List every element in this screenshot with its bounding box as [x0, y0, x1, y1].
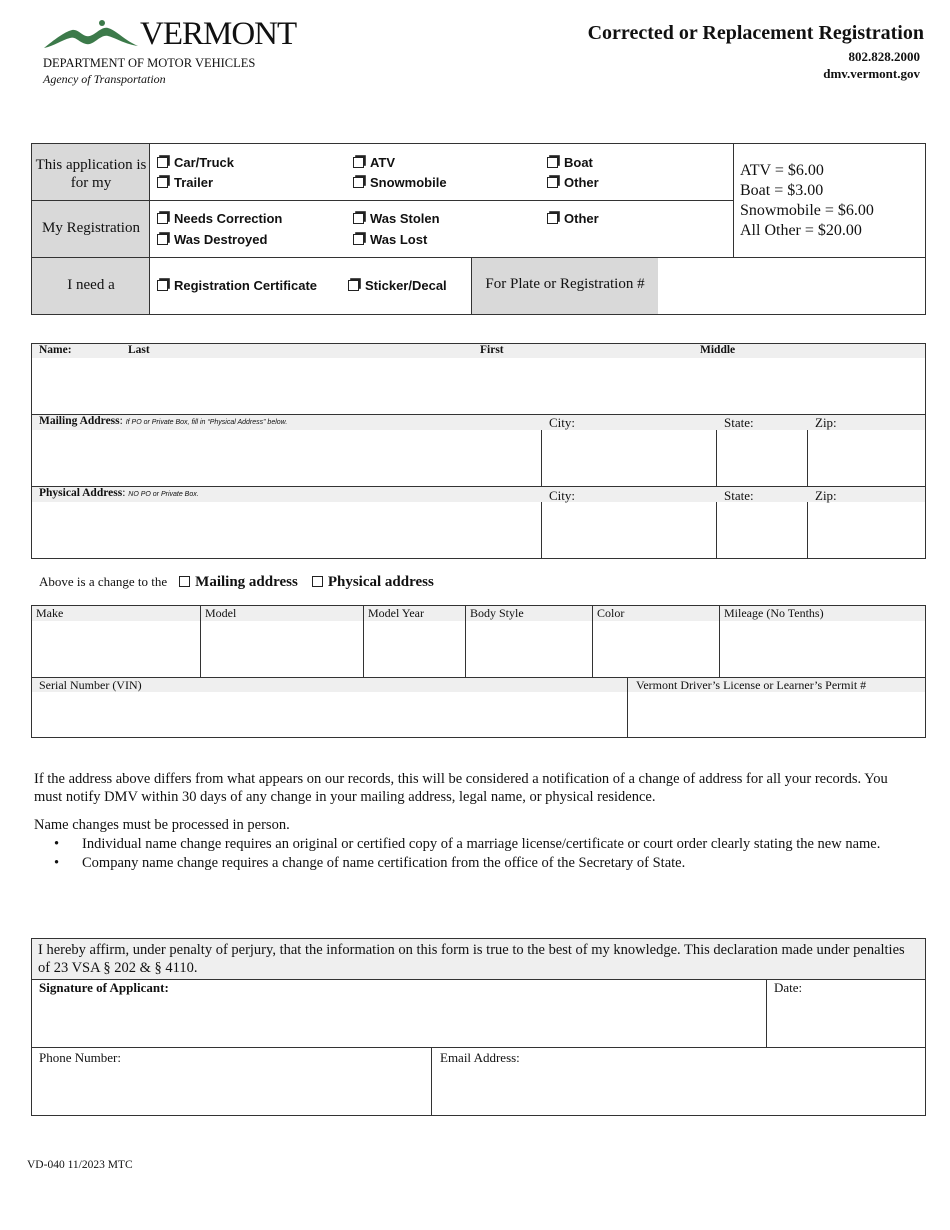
address-notice: If the address above differs from what appears on our records, this will be considered a notification of a change of address for all your records. You must notify DMV within 30 days of any change in your mailing address, legal name, or physical residence. [34, 771, 888, 805]
address-change-text: Above is a change to the [39, 574, 168, 589]
logo-wordmark: VERMONT [140, 16, 297, 52]
mailing-city-field[interactable] [542, 431, 715, 485]
name-field[interactable] [32, 359, 925, 413]
physical-zip-label: Zip: [815, 488, 837, 503]
registration-label: My Registration [42, 220, 140, 236]
option-needs-correction[interactable]: Needs Correction [157, 211, 282, 226]
option-registration-certificate[interactable]: Registration Certificate [157, 278, 317, 293]
mileage-field[interactable] [720, 622, 925, 676]
license-label: Vermont Driver’s License or Learner’s Permit # [636, 678, 867, 692]
agency-name: Agency of Transportation [43, 72, 166, 86]
department-name: DEPARTMENT OF MOTOR VEHICLES [43, 56, 256, 70]
mailing-address-note: If PO or Private Box, fill in “Physical Address” below. [125, 419, 288, 426]
email-field[interactable] [432, 1067, 925, 1115]
option-was-stolen[interactable]: Was Stolen [353, 211, 440, 226]
signature-label: Signature of Applicant: [39, 980, 169, 995]
physical-address-checkbox[interactable]: Physical address [312, 574, 434, 590]
mailing-address-checkbox[interactable]: Mailing address [179, 574, 298, 590]
model-year-field[interactable] [364, 622, 464, 676]
option-registration-other[interactable]: Other [547, 211, 599, 226]
option-was-destroyed[interactable]: Was Destroyed [157, 232, 267, 247]
mailing-address-label: Mailing Address: If PO or Private Box, fill in “Physical Address” below. [39, 415, 288, 427]
physical-address-label: Physical Address: NO PO or Private Box. [39, 487, 199, 499]
physical-city-label: City: [549, 488, 576, 503]
dmv-website: dmv.vermont.gov [823, 66, 920, 81]
phone-field[interactable] [32, 1067, 430, 1115]
plate-label: For Plate or Registration # [485, 276, 645, 292]
vin-label: Serial Number (VIN) [39, 678, 142, 692]
email-label: Email Address: [440, 1050, 520, 1065]
physical-state-label: State: [724, 488, 754, 503]
body-style-field[interactable] [466, 622, 591, 676]
dmv-phone: 802.828.2000 [848, 49, 920, 64]
address-change-row [39, 573, 434, 591]
date-field[interactable] [767, 997, 925, 1046]
fee-all-other: All Other = $20.00 [740, 222, 862, 239]
phone-label: Phone Number: [39, 1050, 121, 1065]
fee-list [740, 161, 874, 241]
application-for-label: This application is for my [35, 157, 147, 191]
need-label: I need a [67, 277, 115, 293]
make-field[interactable] [32, 622, 199, 676]
option-atv[interactable]: ATV [353, 155, 395, 170]
affirmation-text: I hereby affirm, under penalty of perjury, that the information on this form is true to the best of my knowledge. This declaration made under penalties of 23 VSA § 202 & § 4110. [38, 942, 905, 976]
physical-city-field[interactable] [542, 503, 715, 558]
bullet-list [34, 835, 904, 872]
mileage-label: Mileage (No Tenths) [724, 606, 824, 620]
license-field[interactable] [628, 693, 925, 737]
option-was-lost[interactable]: Was Lost [353, 232, 427, 247]
mailing-zip-field[interactable] [808, 431, 925, 485]
option-boat[interactable]: Boat [547, 155, 593, 170]
vermont-logo [42, 18, 312, 54]
last-name-label: Last [128, 344, 150, 356]
fee-boat: Boat = $3.00 [740, 182, 824, 199]
option-vehicle-other[interactable]: Other [547, 175, 599, 190]
physical-address-field[interactable] [32, 503, 540, 558]
name-header [32, 344, 925, 358]
fee-snowmobile: Snowmobile = $6.00 [740, 202, 874, 219]
physical-address-note: NO PO or Private Box. [128, 491, 199, 498]
option-snowmobile[interactable]: Snowmobile [353, 175, 447, 190]
list-item: • Individual name change requires an original or certified copy of a marriage license/certificate or court order clearly stating the new name. [54, 836, 881, 852]
fee-atv: ATV = $6.00 [740, 162, 824, 179]
list-item: • Company name change requires a change of name certification from the office of the Secretary of State. [54, 855, 686, 871]
name-label: Name: [39, 344, 72, 356]
model-year-label: Model Year [368, 606, 424, 620]
mailing-state-field[interactable] [717, 431, 806, 485]
form-id: VD-040 11/2023 MTC [27, 1159, 133, 1171]
mailing-zip-label: Zip: [815, 415, 837, 430]
mailing-city-label: City: [549, 415, 576, 430]
make-label: Make [36, 606, 64, 620]
body-style-label: Body Style [470, 606, 524, 620]
vin-field[interactable] [32, 693, 626, 737]
model-field[interactable] [201, 622, 362, 676]
form-title: Corrected or Replacement Registration [587, 22, 924, 44]
name-change-notice: Name changes must be processed in person. [34, 817, 290, 833]
physical-zip-field[interactable] [808, 503, 925, 558]
first-name-label: First [480, 344, 504, 356]
mountain-logo-icon [42, 18, 142, 52]
color-field[interactable] [593, 622, 718, 676]
option-trailer[interactable]: Trailer [157, 175, 213, 190]
signature-field[interactable] [32, 997, 765, 1046]
mailing-address-field[interactable] [32, 431, 540, 485]
option-sticker-decal[interactable]: Sticker/Decal [348, 278, 447, 293]
mailing-state-label: State: [724, 415, 754, 430]
model-label: Model [205, 606, 237, 620]
date-label: Date: [774, 980, 803, 995]
option-car-truck[interactable]: Car/Truck [157, 155, 234, 170]
plate-number-field[interactable] [659, 258, 925, 314]
physical-state-field[interactable] [717, 503, 806, 558]
color-label: Color [597, 606, 625, 620]
middle-name-label: Middle [700, 344, 736, 356]
